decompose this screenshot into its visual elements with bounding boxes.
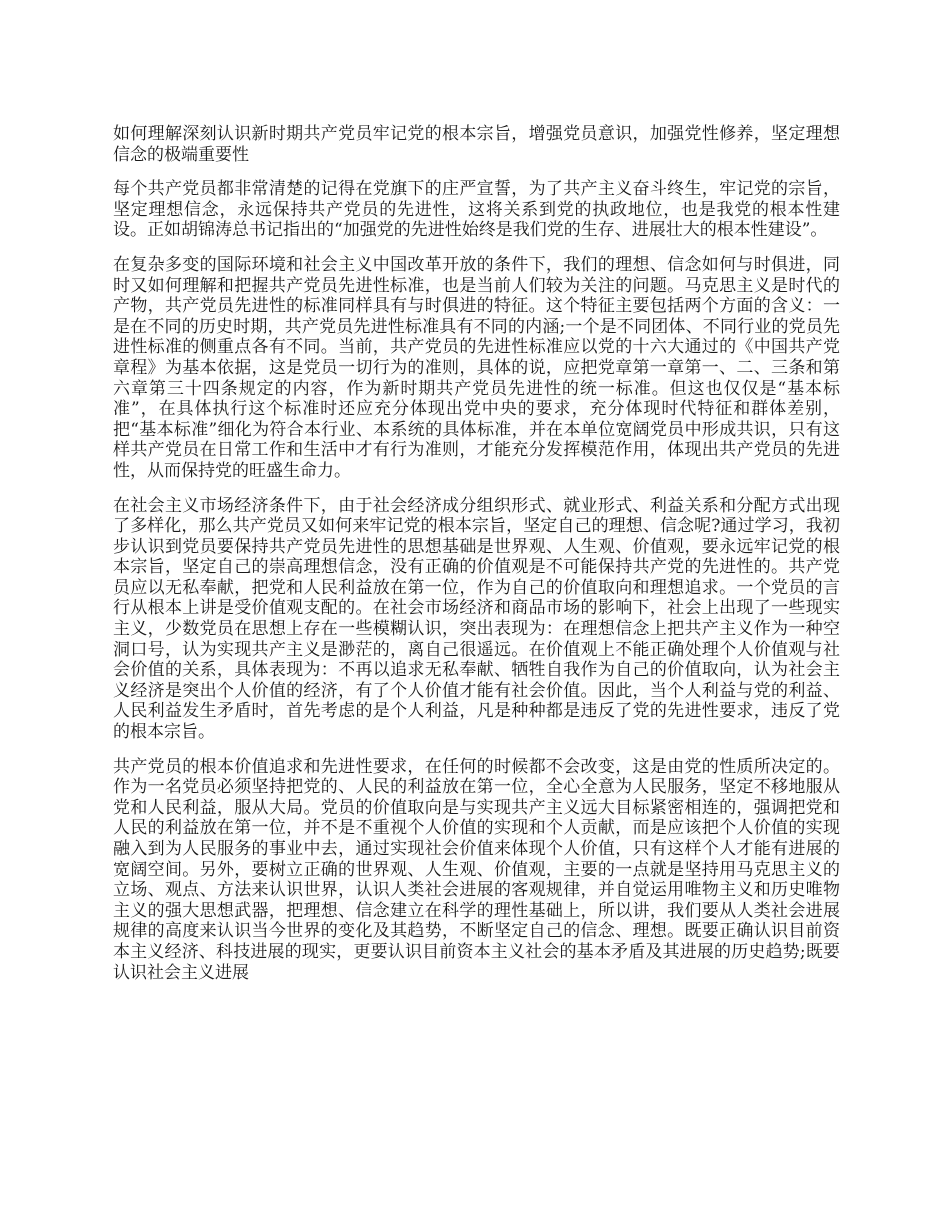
document-title: 如何理解深刻认识新时期共产党员牢记党的根本宗旨，增强党员意识，加强党性修养，坚定理想信念的极端重要性 bbox=[113, 124, 840, 165]
paragraph-3: 在社会主义市场经济条件下，由于社会经济成分组织形式、就业形式、利益关系和分配方式出现了多样化，那么共产党员又如何来牢记党的根本宗旨，坚定自己的理想、信念呢?通过学习，我初步认识到党员要保持共产党员先进性的思想基础是世界观、人生观、价值观，要永远牢记党的根本宗旨，坚定自己的崇高理想信念，没有正确的价值观是不可能保持共产党的先进性的。共产党员应以无私奉献，把党和人民利益放在第一位，作为自己的价值取向和理想追求。一个党员的言行从根本上讲是受价值观支配的。在社会市场经济和商品市场的影响下，社会上出现了一些现实主义，少数党员在思想上存在一些模糊认识，突出表现为：在理想信念上把共产主义作为一种空洞口号，认为实现共产主义是渺茫的，离自己很遥远。在价值观上不能正确处理个人价值观与社会价值的关系，具体表现为：不再以追求无私奉献、牺牲自我作为自己的价值取向，认为社会主义经济是突出个人价值的经济，有了个人价值才能有社会价值。因此，当个人利益与党的利益、人民利益发生矛盾时，首先考虑的是个人利益，凡是种种都是违反了党的先进性要求，违反了党的根本宗旨。 bbox=[113, 495, 840, 743]
document-page bbox=[113, 124, 840, 997]
paragraph-1: 每个共产党员都非常清楚的记得在党旗下的庄严宣誓，为了共产主义奋斗终生，牢记党的宗旨，坚定理想信念，永远保持共产党员的先进性，这将关系到党的执政地位，也是我党的根本性建设。正如胡锦涛总书记指出的“加强党的先进性始终是我们党的生存、进展壮大的根本性建设”。 bbox=[113, 179, 840, 241]
paragraph-4: 共产党员的根本价值追求和先进性要求，在任何的时候都不会改变，这是由党的性质所决定的。作为一名党员必须坚持把党的、人民的利益放在第一位，全心全意为人民服务，坚定不移地服从党和人民利益，服从大局。党员的价值取向是与实现共产主义远大目标紧密相连的，强调把党和人民的利益放在第一位，并不是不重视个人价值的实现和个人贡献，而是应该把个人价值的实现融入到为人民服务的事业中去，通过实现社会价值来体现个人价值，只有这样个人才能有进展的宽阔空间。另外，要树立正确的世界观、人生观、价值观，主要的一点就是坚持用马克思主义的立场、观点、方法来认识世界，认识人类社会进展的客观规律，并自觉运用唯物主义和历史唯物主义的强大思想武器，把理想、信念建立在科学的理性基础上，所以讲，我们要从人类社会进展规律的高度来认识当今世界的变化及其趋势，不断坚定自己的信念、理想。既要正确认识目前资本主义经济、科技进展的现实，更要认识目前资本主义社会的基本矛盾及其进展的历史趋势;既要认识社会主义进展 bbox=[113, 756, 840, 983]
paragraph-2: 在复杂多变的国际环境和社会主义中国改革开放的条件下，我们的理想、信念如何与时俱进，同时又如何理解和把握共产党员先进性标准，也是当前人们较为关注的问题。马克思主义是时代的产物，共产党员先进性的标准同样具有与时俱进的特征。这个特征主要包括两个方面的含义：一是在不同的历史时期，共产党员先进性标准具有不同的内涵;一个是不同团体、不同行业的党员先进性标准的侧重点各有不同。当前，共产党员的先进性标准应以党的十六大通过的《中国共产党章程》为基本依据，这是党员一切行为的准则，具体的说，应把党章第一章第一、二、三条和第六章第三十四条规定的内容，作为新时期共产党员先进性的统一标准。但这也仅仅是“基本标准”，在具体执行这个标准时还应充分体现出党中央的要求，充分体现时代特征和群体差别，把“基本标准”细化为符合本行业、本系统的具体标准，并在本单位宽阔党员中形成共识，只有这样共产党员在日常工作和生活中才有行为准则，才能充分发挥模范作用，体现出共产党员的先进性，从而保持党的旺盛生命力。 bbox=[113, 254, 840, 481]
